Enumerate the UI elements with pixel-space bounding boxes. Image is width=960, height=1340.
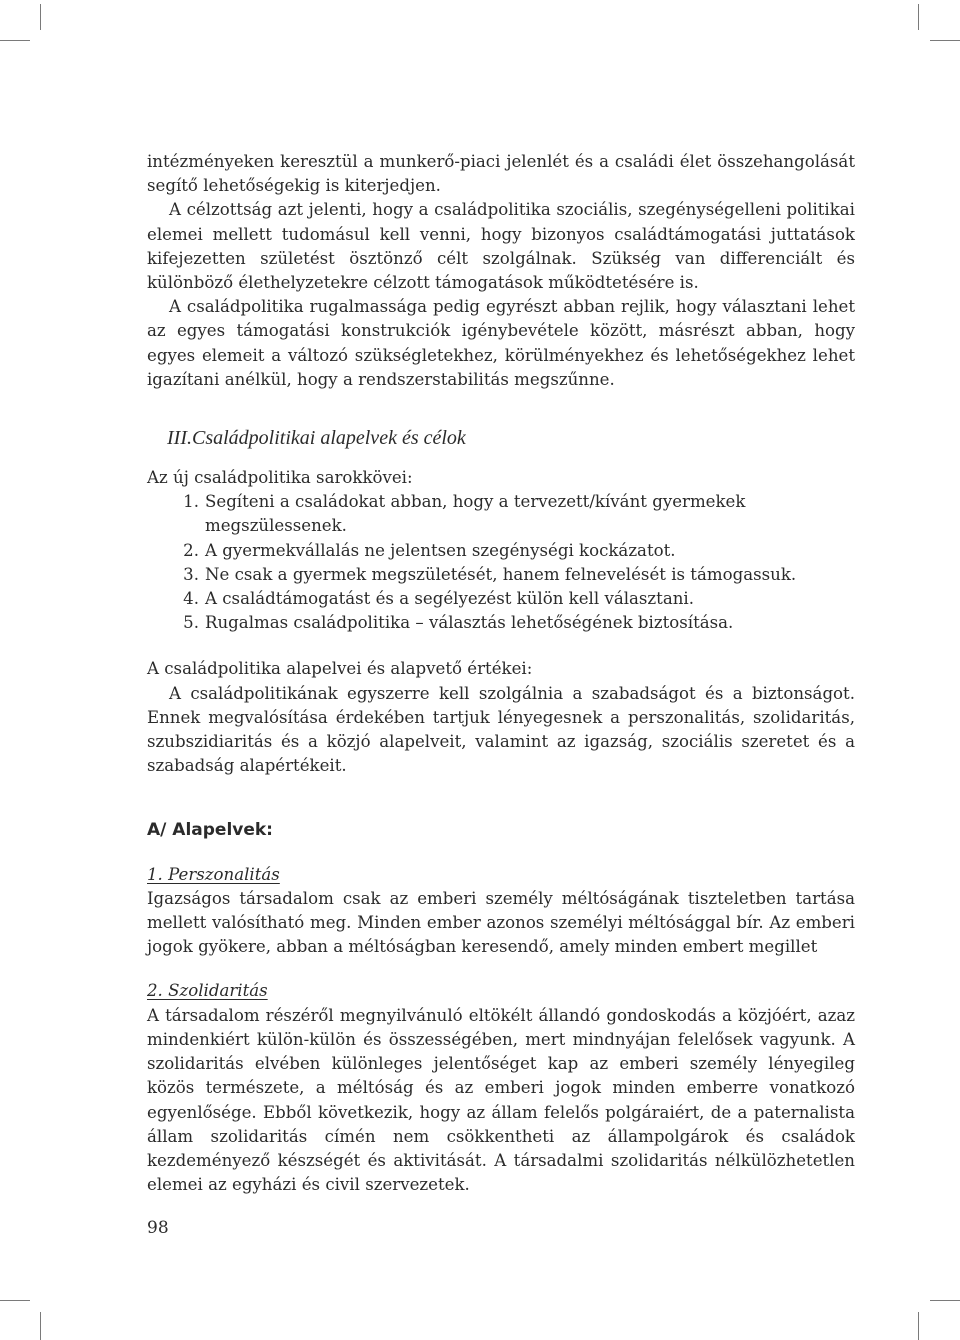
section-heading-principles: A/ Alapelvek: [147, 820, 273, 841]
crop-mark-tr-vertical [918, 4, 919, 30]
crop-mark-br-vertical [918, 1312, 919, 1340]
crop-mark-tl-horizontal [0, 40, 30, 41]
chapter-heading: III.Családpolitikai alapelvek és célok [167, 427, 466, 450]
list-item: 1. Segíteni a családokat abban, hogy a tervezett/kívánt gyermekek megszülessenek. [183, 492, 746, 536]
subsection-text-personality: Igazságos társadalom csak az emberi személy méltóságának tiszteletben tartása mellett valósítható meg. Minden ember azonos személyi méltósággal bír. Az emberi jogok gyökere, abban a méltóságban keresendő, amely minden embert megillet [147, 888, 855, 957]
values-label: A családpolitika alapelvei és alapvető értékei: [147, 659, 533, 679]
subsection-text-solidarity: A társadalom részéről megnyilvánuló eltökélt állandó gondoskodás a közjóért, azaz mindenkiért külön-külön és összességében, mert mindnyájan felelősek vagyunk. A szolidaritás elvében különleges jelentőséget kap az emberi személy lényegileg közös természete, a méltóság és az emberi jogok minden emberre vonatkozó egyenlősége. Ebből következik, hogy az állam felelős polgáraiért, de a paternalista állam szolidaritás címén nem csökkentheti az állampolgárok és családok kezdeményező készségét és aktivitását. A társadalmi szolidaritás nélkülözhetetlen elemei az egyházi és civil szervezetek. [147, 1005, 855, 1195]
list-item: 2. A gyermekvállalás ne jelentsen szegénységi kockázatot. [183, 540, 676, 560]
values-paragraph: A családpolitikának egyszerre kell szolgálnia a szabadságot és a biztonságot. Ennek megvalósítása érdekében tartjuk lényegesnek a perszonalitás, szolidaritás, szubszidiaritás és a közjó alapelveit, valamint az igazság, szociális szeretet és a szabadság alapértékeit. [147, 683, 855, 776]
cornerstones-list [147, 490, 855, 635]
crop-mark-tr-horizontal [930, 40, 960, 41]
crop-mark-br-horizontal [930, 1300, 960, 1301]
crop-mark-bl-vertical [40, 1312, 41, 1340]
list-item: 5. Rugalmas családpolitika – választás lehetőségének biztosítása. [183, 613, 734, 633]
crop-mark-tl-vertical [40, 4, 41, 30]
crop-mark-bl-horizontal [0, 1300, 30, 1301]
paragraph-intro: intézményeken keresztül a munkerő-piaci jelenlét és a családi élet összehangolását segítő lehetőségekig is kiterjedjen. [147, 152, 855, 196]
page-body [147, 150, 855, 1197]
list-item: 3. Ne csak a gyermek megszületését, hanem felnevelését is támogassuk. [183, 564, 797, 584]
list-item: 4. A családtámogatást és a segélyezést külön kell választani. [183, 589, 695, 609]
cornerstones-label: Az új családpolitika sarokkövei: [147, 468, 413, 488]
page-number: 98 [147, 1218, 169, 1238]
paragraph-flexibility: A családpolitika rugalmassága pedig egyrészt abban rejlik, hogy választani lehet az egyes támogatási konstrukciók igénybevétele között, másrészt abban, hogy egyes elemeit a változó szükségletekhez, körülményekhez és lehetőségekhez lehet igazítani anélkül, hogy a rendszerstabilitás megszűnne. [147, 297, 855, 389]
subsection-title-personality: 1. Perszonalitás [147, 864, 280, 884]
subsection-title-solidarity: 2. Szolidaritás [147, 981, 268, 1001]
paragraph-targeting: A célzottság azt jelenti, hogy a családpolitika szociális, szegénységelleni politikai elemei mellett tudomásul kell venni, hogy bizonyos családtámogatási juttatások kifejezetten születést ösztönző célt szolgálnak. Szükség van differenciált és különböző élethelyzetekre célzott támogatások működtetésére is. [147, 200, 855, 293]
